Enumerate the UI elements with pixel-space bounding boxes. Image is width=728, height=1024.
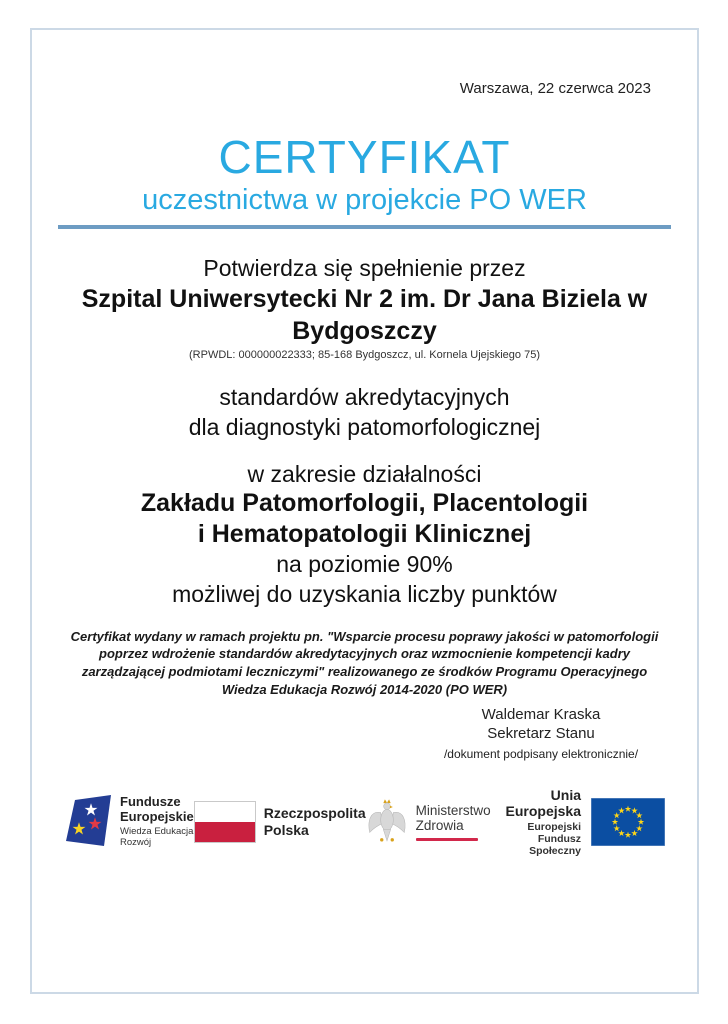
eu-flag-icon (591, 798, 665, 846)
score-line1: na poziomie 90% (276, 551, 453, 578)
electronic-signature-note: /dokument podpisany elektronicznie/ (443, 746, 639, 761)
project-footnote: Certyfikat wydany w ramach projektu pn. "Wsparcie procesu poprawy jakości w patomorfologii poprzez wdrożenie standardów akredytacyjnych oraz wzmocnienie kompetencji kadry zarządzającej podmiotami leczniczymi" realizowanego ze środków Programu Operacyjnego Wiedza Edukacja Rozwój 2014-2020 (PO WER) (70, 628, 659, 697)
certificate-title: CERTYFIKAT (218, 131, 511, 183)
unia-line2: Europejski Fundusz Społeczny (527, 820, 581, 857)
date-line: Warszawa, 22 czerwca 2023 (459, 80, 651, 97)
hospital-details: (RPWDL: 000000022333; 85-168 Bydgoszcz, ul. Kornela Ujejskiego 75) (189, 348, 540, 361)
fundusze-line3: Wiedza Edukacja Rozwój (120, 826, 194, 849)
poland-flag-red (195, 822, 255, 842)
department-line1: Zakładu Patomorfologii, Placentologii (140, 488, 589, 517)
polish-eagle-icon (366, 797, 408, 847)
rzeczpospolita-line2: Polska (263, 821, 309, 838)
certificate-page (30, 28, 699, 994)
scope-intro: w zakresie działalności (247, 460, 482, 487)
department-name (32, 488, 697, 551)
unia-line1: Unia Europejska (505, 786, 581, 819)
logos-row (32, 787, 697, 857)
signer-title: Sekretarz Stanu (487, 724, 595, 742)
ministerstwo-line1: Ministerstwo (415, 802, 491, 818)
hospital-name: Szpital Uniwersytecki Nr 2 im. Dr Jana Biziela w Bydgoszczy (81, 285, 648, 345)
poland-flag-white (195, 802, 255, 822)
fundusze-line1: Fundusze (120, 793, 181, 809)
fundusze-europejskie-text (120, 795, 194, 849)
department-line2: i Hematopatologii Klinicznej (197, 519, 532, 548)
signature-block (401, 706, 681, 761)
score-text (32, 550, 697, 610)
intro-text: Potwierdza się spełnienie przez (203, 255, 526, 282)
title-divider (58, 225, 671, 229)
poland-flag-icon (194, 801, 256, 843)
rzeczpospolita-polska-logo (194, 801, 366, 843)
signer-name: Waldemar Kraska (481, 706, 601, 724)
score-line2: możliwej do uzyskania liczby punktów (172, 580, 557, 607)
rzeczpospolita-text (264, 805, 366, 837)
standards-line1: standardów akredytacyjnych (219, 383, 510, 410)
standards-line2: dla diagnostyki patomorfologicznej (188, 413, 541, 440)
fundusze-europejskie-flag-icon (66, 795, 112, 849)
ministerstwo-red-underline (416, 838, 478, 841)
title-block (32, 133, 697, 217)
unia-europejska-logo (491, 787, 665, 857)
rzeczpospolita-line1: Rzeczpospolita (263, 805, 366, 822)
fundusze-europejskie-logo (66, 795, 194, 849)
unia-europejska-text (491, 787, 581, 857)
standards-text (32, 383, 697, 443)
ministerstwo-text (416, 803, 491, 841)
fundusze-line2: Europejskie (120, 808, 194, 824)
ministerstwo-zdrowia-logo (366, 797, 491, 847)
certificate-subtitle: uczestnictwa w projekcie PO WER (142, 184, 587, 217)
ministerstwo-line2: Zdrowia (415, 818, 464, 834)
